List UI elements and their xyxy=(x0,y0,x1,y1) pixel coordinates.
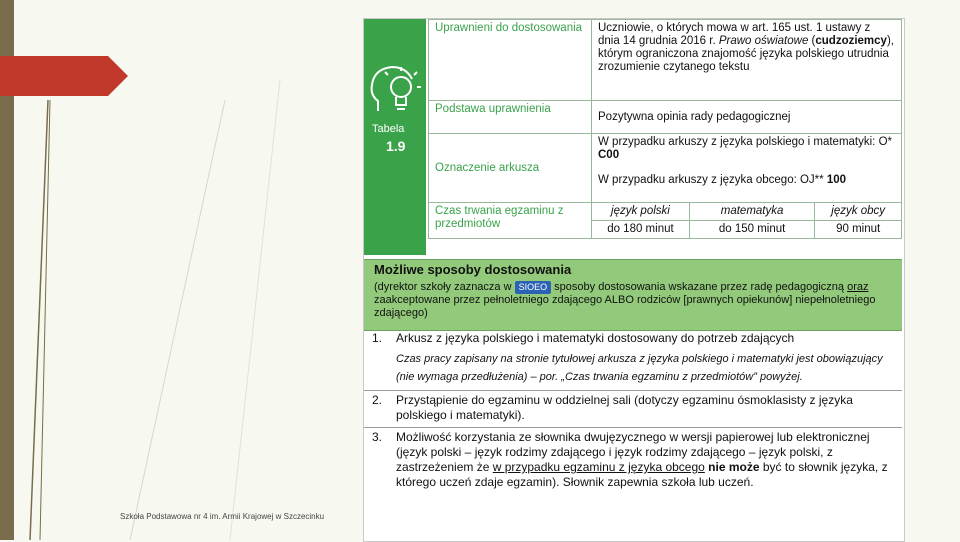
table-row xyxy=(429,203,902,221)
row-label-sheet: Oznaczenie arkusza xyxy=(429,134,592,203)
row-value-sheet: W przypadku arkuszy z języka polskiego i matematyki: O* C00 W przypadku arkuszy z języka obcego: OJ** 100 xyxy=(592,134,902,203)
item-number: 3. xyxy=(372,430,383,444)
adjustments-title: Możliwe sposoby dostosowania xyxy=(374,262,572,277)
list-item xyxy=(364,428,902,494)
item-number: 1. xyxy=(372,331,383,345)
adjustments-list xyxy=(364,329,902,494)
table-row xyxy=(429,101,902,134)
subject-foreign: język obcy xyxy=(815,203,902,221)
table-number: 1.9 xyxy=(386,138,406,154)
row-value-basis: Pozytywna opinia rady pedagogicznej xyxy=(592,101,902,134)
red-accent-arrow xyxy=(0,56,128,96)
subject-math: matematyka xyxy=(689,203,814,221)
list-item xyxy=(364,391,902,428)
item-number: 2. xyxy=(372,393,383,407)
table-row xyxy=(429,20,902,101)
time-foreign: 90 minut xyxy=(815,221,902,239)
sioeo-badge: SIOEO xyxy=(515,281,552,294)
row-label-duration: Czas trwania egzaminu z przedmiotów xyxy=(429,203,592,239)
time-math: do 150 minut xyxy=(689,221,814,239)
time-polish: do 180 minut xyxy=(592,221,690,239)
table-side-panel xyxy=(364,19,426,255)
row-label-eligible: Uprawnieni do dostosowania xyxy=(429,20,592,101)
list-item xyxy=(364,329,902,391)
subject-polish: język polski xyxy=(592,203,690,221)
document-page xyxy=(363,18,905,542)
row-value-eligible: Uczniowie, o których mowa w art. 165 ust. 1 ustawy z dnia 14 grudnia 2016 r. Prawo oświatowe (cudzoziemcy), którym ograniczona znajomość języka polskiego utrudnia zrozumienie czytanego tekstu xyxy=(592,20,902,101)
row-label-basis: Podstawa uprawnienia xyxy=(429,101,592,134)
adjustments-description: (dyrektor szkoły zaznacza w SIOEO sposoby dostosowania wskazane przez radę pedagogiczną oraz zaakceptowane przez pełnoletniego zdającego ALBO rodziców [prawnych opiekunów] niepełnoletniego zdającego) xyxy=(374,281,876,319)
adjustments-box xyxy=(364,259,902,331)
item-note: Czas pracy zapisany na stronie tytułowej arkusza z języka polskiego i matematyki jest obowiązujący (nie wymaga przedłużenia) – por. „Czas trwania egzaminu z przedmiotów” powyżej. xyxy=(396,353,883,383)
school-footer: Szkoła Podstawowa nr 4 im. Armii Krajowej w Szczecinku xyxy=(120,512,325,521)
head-lightbulb-icon xyxy=(368,61,422,119)
item-text: Możliwość korzystania ze słownika dwujęzycznego w wersji papierowej lub elektronicznej (język polski – język rodzimy zdającego i język rodzimy zdającego – język polski, z zastrzeżeniem że w przypadku egzaminu z języka obcego nie może być to słownik języka, z którego uczeń zdaje egzamin). Słownik zapewnia szkoła lub uczeń. xyxy=(396,430,888,489)
table-row xyxy=(429,134,902,203)
table-label: Tabela xyxy=(372,123,405,135)
item-text: Arkusz z języka polskiego i matematyki dostosowany do potrzeb zdających xyxy=(396,331,795,345)
info-table xyxy=(428,19,902,239)
item-text: Przystąpienie do egzaminu w oddzielnej sali (dotyczy egzaminu ósmoklasisty z języka polskiego i matematyki). xyxy=(396,393,853,422)
